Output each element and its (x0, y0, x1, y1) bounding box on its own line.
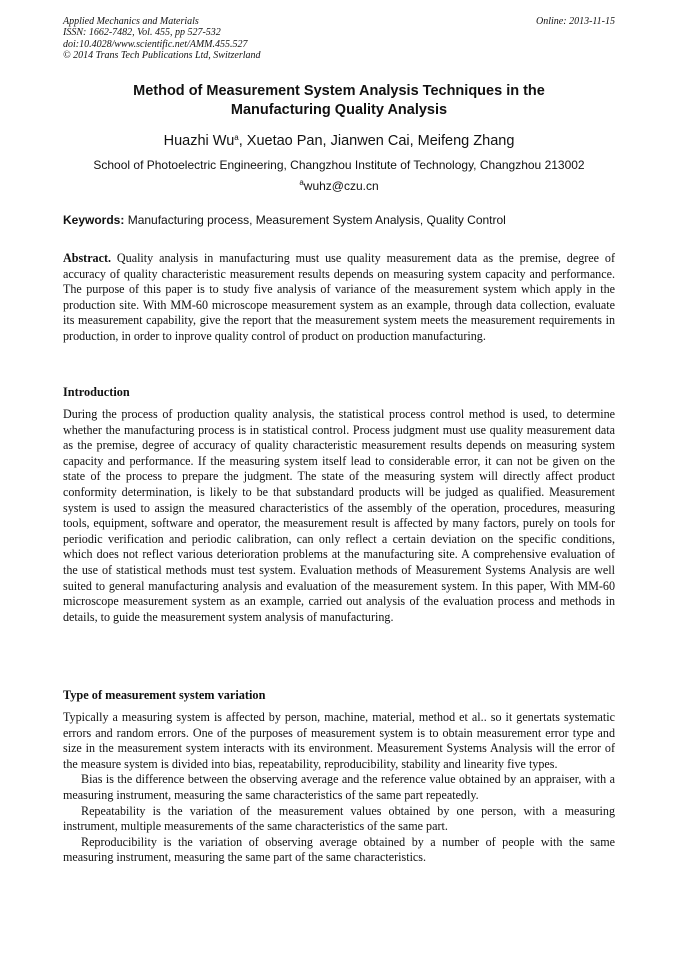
variation-body (63, 710, 615, 866)
online-date: Online: 2013-11-15 (536, 16, 615, 27)
email (63, 178, 615, 194)
abstract-label: Abstract. (63, 251, 112, 265)
author-first: Huazhi Wu (163, 133, 235, 149)
keywords-label: Keywords: (63, 213, 125, 227)
authors (63, 132, 615, 150)
variation-heading: Type of measurement system variation (63, 688, 266, 702)
email-address: wuhz@czu.cn (303, 179, 379, 193)
variation-paragraph-repeatability: Repeatability is the variation of the measurement values obtained by one person, with a measuring instrument, multiple measurements of the same characteristics of the same part. (63, 803, 615, 834)
abstract-text: Quality analysis in manufacturing must use quality measurement data as the premise, degree of accuracy of quality characteristic measurement results depends on measuring system capacity and performance. The purpose of this paper is to study five analysis of variance of the measurement system which apply in the production site. With MM-60 microscope measurement system as an example, through data collection, evaluate its measurement capability, give the report that the measurement system meets the measurement requirements in production, in order to inprove quality control of product on production manufacturing. (63, 251, 615, 343)
introduction-paragraph: During the process of production quality analysis, the statistical process control method is used, to determine whether the manufacturing process is in statistical control. Process judgment must use quality measurement data as the premise, degree of accuracy of quality characteristic measurement results depends on measuring system capacity and performance. If the measuring system itself lead to considerable error, it can not be given on the state of the process to prepare the judgment. The state of the measuring system will directly affect product conformity determination, is likely to be that substandard products will be judged as qualified. Measurement system is used to assign the measured characteristics of the assembly of the operation, procedures, measuring tools, equipment, software and operator, the measurement result is affected by many factors, purely on tools for periodic verification and periodic calibration, can only reflect a certain deviation on the specific conditions, which does not reflect various deterioration problems at the manufacturing site. A comprehensive evaluation of the use of statistical methods must test system. Evaluation methods of Measurement Systems Analysis are well suited to general manufacturing analysis and evaluation of the measurement system. In this paper, With MM-60 microscope measurement system as an example, carried out analysis of the evaluation process and methods in details, to guide the measurement system analysis of manufacturing. (63, 407, 615, 624)
author-superscript: a (234, 133, 239, 142)
introduction-heading: Introduction (63, 385, 130, 399)
variation-paragraph-reproducibility: Reproducibility is the variation of observing average obtained by a number of people with the same measuring instrument, measuring the same part of the same characteristics. (63, 834, 615, 865)
title-line-2: Manufacturing Quality Analysis (230, 102, 448, 118)
title-line-1: Method of Measurement System Analysis Techniques in the (133, 83, 545, 99)
email-superscript: a (299, 178, 304, 187)
journal-header (63, 16, 615, 62)
variation-paragraph-bias: Bias is the difference between the observing average and the reference value obtained by an appraiser, with a measuring instrument, measuring the same characteristics of the same part repeatedly. (63, 772, 615, 802)
affiliation: School of Photoelectric Engineering, Changzhou Institute of Technology, Changzhou 213002 (93, 158, 585, 172)
keywords-text: Manufacturing process, Measurement System Analysis, Quality Control (124, 213, 506, 227)
authors-rest: , Xuetao Pan, Jianwen Cai, Meifeng Zhang (238, 133, 515, 149)
introduction-body (63, 407, 615, 625)
abstract (63, 251, 615, 345)
journal-name: Applied Mechanics and Materials (63, 16, 199, 27)
doi-line: doi:10.4028/www.scientific.net/AMM.455.527 (63, 38, 248, 50)
copyright-line: © 2014 Trans Tech Publications Ltd, Switzerland (63, 50, 261, 62)
keywords (63, 212, 615, 228)
variation-paragraph-1: Typically a measuring system is affected by person, machine, material, method et al.. so it genertats systematic errors and random errors. One of the purposes of measurement system is to obtain measurement error type and size in the measurement system interacts with its environment. Measurement Systems Analysis will the error of the measure system is divided into bias, repeatability, reproducibility, stability and linearity five types. (63, 710, 615, 771)
issn-line: ISSN: 1662-7482, Vol. 455, pp 527-532 (63, 27, 221, 39)
paper-title (63, 82, 615, 120)
